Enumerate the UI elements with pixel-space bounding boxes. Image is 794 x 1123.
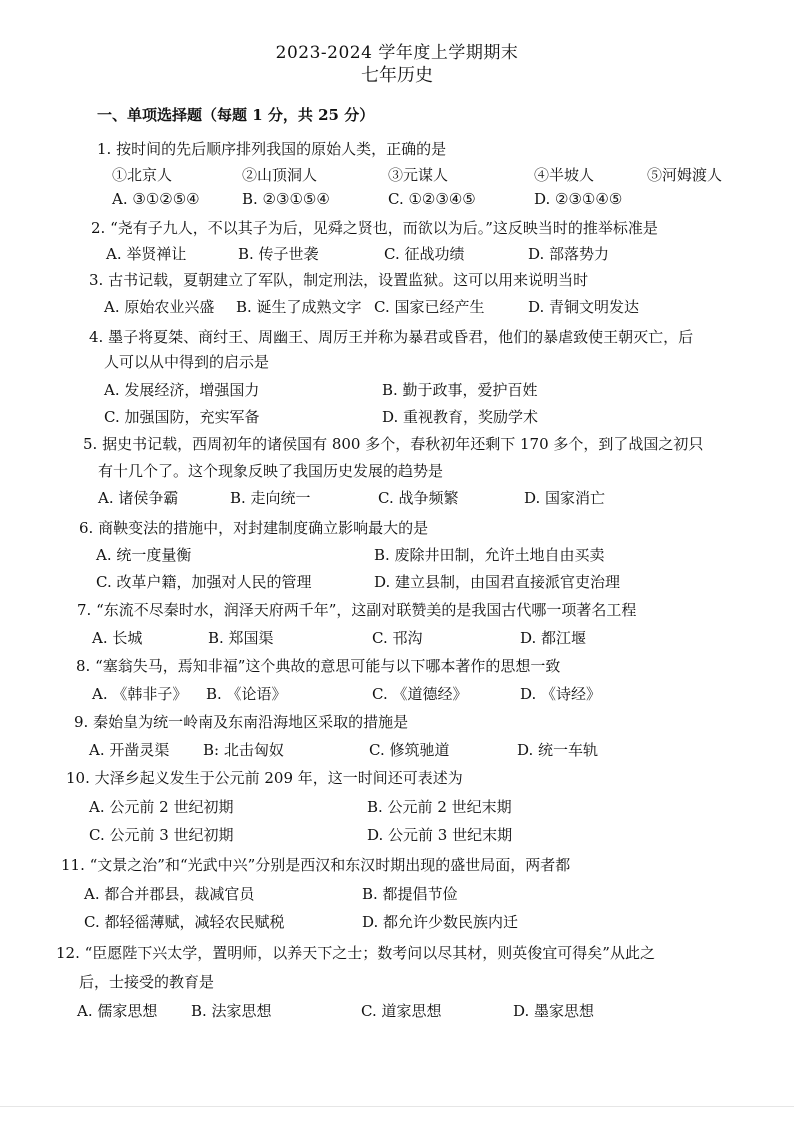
option-c[interactable]: C. 征战功绩 (384, 245, 465, 263)
page-bottom-divider (0, 1106, 794, 1107)
option-a[interactable]: A. ③①②⑤④ (112, 190, 200, 208)
option-b[interactable]: B. 公元前 2 世纪末期 (367, 798, 512, 816)
question-10-stem: 10. 大泽乡起义发生于公元前 209 年，这一时间还可表述为 (66, 769, 463, 787)
option-c[interactable]: C. 战争频繁 (378, 489, 459, 507)
option-d[interactable]: D. 公元前 3 世纪末期 (367, 826, 513, 844)
question-11-stem: 11. “文景之治”和“光武中兴”分别是西汉和东汉时期出现的盛世局面，两者都 (61, 856, 571, 874)
option-c[interactable]: C. 加强国防，充实军备 (104, 408, 260, 426)
question-6-stem: 6. 商鞅变法的措施中，对封建制度确立影响最大的是 (79, 519, 429, 537)
option-d[interactable]: D. 统一车轨 (517, 741, 599, 759)
question-2-stem: 2. “尧有子九人，不以其子为后，见舜之贤也，而欲以为后。”这反映当时的推举标准是 (91, 219, 658, 237)
option-c[interactable]: C. 修筑驰道 (369, 741, 450, 759)
question-3-stem: 3. 古书记载，夏朝建立了军队，制定刑法，设置监狱。这可以用来说明当时 (89, 271, 589, 289)
question-9-stem: 9. 秦始皇为统一岭南及东南沿海地区采取的措施是 (74, 713, 409, 731)
option-b[interactable]: B: 北击匈奴 (203, 741, 284, 759)
item: ②山顶洞人 (242, 166, 318, 184)
exam-title: 2023-2024 学年度上学期期末 (275, 43, 519, 63)
option-a[interactable]: A. 诸侯争霸 (98, 489, 179, 507)
option-b[interactable]: B. 传子世袭 (238, 245, 319, 263)
option-d[interactable]: D. 青铜文明发达 (528, 298, 640, 316)
option-c[interactable]: C. 公元前 3 世纪初期 (89, 826, 234, 844)
option-d[interactable]: D. 墨家思想 (513, 1002, 595, 1020)
option-d[interactable]: D. 都允许少数民族内迁 (362, 913, 519, 931)
question-12-stem-cont: 后，士接受的教育是 (79, 973, 215, 991)
option-d[interactable]: D. 《诗经》 (520, 685, 602, 703)
option-b[interactable]: B. 废除井田制，允许土地自由买卖 (374, 546, 605, 564)
option-a[interactable]: A. 《韩非子》 (92, 685, 188, 703)
option-a[interactable]: A. 公元前 2 世纪初期 (89, 798, 234, 816)
question-5-stem: 5. 据史书记载，西周初年的诸侯国有 800 多个，春秋初年还剩下 170 多个，到了战国之初只 (83, 435, 704, 453)
option-d[interactable]: D. 国家消亡 (524, 489, 606, 507)
option-c[interactable]: C. 改革户籍，加强对人民的管理 (96, 573, 312, 591)
option-b[interactable]: B. 走向统一 (230, 489, 311, 507)
item: ③元谋人 (388, 166, 449, 184)
option-c[interactable]: C. 邗沟 (372, 629, 423, 647)
option-d[interactable]: D. 都江堰 (520, 629, 587, 647)
option-b[interactable]: B. 法家思想 (191, 1002, 272, 1020)
option-a[interactable]: A. 举贤禅让 (106, 245, 187, 263)
option-c[interactable]: C. 道家思想 (361, 1002, 442, 1020)
option-d[interactable]: D. 部落势力 (528, 245, 610, 263)
option-b[interactable]: B. 郑国渠 (208, 629, 274, 647)
option-a[interactable]: A. 发展经济，增强国力 (104, 381, 260, 399)
option-a[interactable]: A. 开凿灵渠 (89, 741, 170, 759)
option-d[interactable]: D. 建立县制，由国君直接派官吏治理 (374, 573, 621, 591)
option-a[interactable]: A. 都合并郡县，裁减官员 (84, 885, 255, 903)
question-7-stem: 7. “东流不尽秦时水，润泽天府两千年”，这副对联赞美的是我国古代哪一项著名工程 (77, 601, 637, 619)
question-1-stem: 1. 按时间的先后顺序排列我国的原始人类，正确的是 (97, 140, 447, 158)
option-c[interactable]: C. ①②③④⑤ (388, 190, 476, 208)
question-8-stem: 8. “塞翁失马，焉知非福”这个典故的意思可能与以下哪本著作的思想一致 (76, 657, 561, 675)
option-c[interactable]: C. 都轻徭薄赋，减轻农民赋税 (84, 913, 285, 931)
option-a[interactable]: A. 统一度量衡 (96, 546, 192, 564)
option-c[interactable]: C. 国家已经产生 (374, 298, 485, 316)
question-4-stem: 4. 墨子将夏桀、商纣王、周幽王、周厉王并称为暴君或昏君，他们的暴虐致使王朝灭亡，后 (89, 328, 694, 346)
question-4-stem-cont: 人可以从中得到的启示是 (104, 353, 270, 371)
item: ⑤河姆渡人 (647, 166, 723, 184)
option-b[interactable]: B. 都提倡节俭 (362, 885, 458, 903)
item: ①北京人 (112, 166, 173, 184)
option-a[interactable]: A. 原始农业兴盛 (104, 298, 215, 316)
option-b[interactable]: B. ②③①⑤④ (242, 190, 330, 208)
option-d[interactable]: D. ②③①④⑤ (534, 190, 623, 208)
exam-subtitle: 七年历史 (361, 65, 433, 86)
section-heading: 一、单项选择题（每题 1 分，共 25 分） (97, 106, 375, 124)
option-c[interactable]: C. 《道德经》 (372, 685, 468, 703)
option-d[interactable]: D. 重视教育，奖励学术 (382, 408, 539, 426)
option-a[interactable]: A. 儒家思想 (77, 1002, 158, 1020)
option-b[interactable]: B. 诞生了成熟文字 (236, 298, 362, 316)
option-a[interactable]: A. 长城 (92, 629, 143, 647)
item: ④半坡人 (534, 166, 595, 184)
option-b[interactable]: B. 《论语》 (206, 685, 287, 703)
option-b[interactable]: B. 勤于政事，爱护百姓 (382, 381, 538, 399)
question-5-stem-cont: 有十几个了。这个现象反映了我国历史发展的趋势是 (98, 462, 444, 480)
question-12-stem: 12. “臣愿陛下兴太学，置明师，以养天下之士；数考问以尽其材，则英俊宜可得矣”从此之 (56, 944, 655, 962)
